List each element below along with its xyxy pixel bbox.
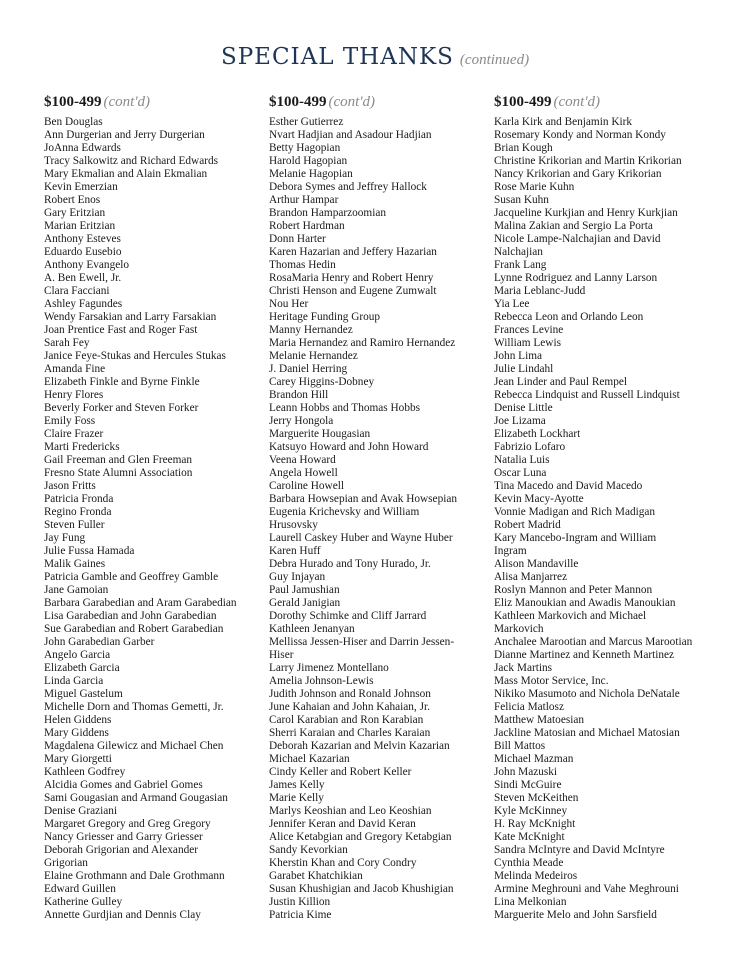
donor-name: Gary Eritzian bbox=[44, 207, 106, 219]
donor-name: Lina Melkonian bbox=[494, 896, 567, 908]
donor-name: Nancy Krikorian and Gary Krikorian bbox=[494, 168, 662, 180]
donor-name: Garabet Khatchikian bbox=[269, 870, 363, 882]
donor-name: Denise Little bbox=[494, 402, 553, 414]
column-1 bbox=[44, 92, 259, 922]
donor-name: Angela Howell bbox=[269, 467, 338, 479]
donor-name: Maria Hernandez and Ramiro Hernandez bbox=[269, 337, 456, 349]
donor-name: Nancy Griesser and Garry Griesser bbox=[44, 831, 203, 843]
donor-name: Veena Howard bbox=[269, 454, 336, 466]
donor-name: Linda Garcia bbox=[44, 675, 104, 687]
donor-list bbox=[494, 116, 709, 922]
donor-name: Kary Mancebo-Ingram and William bbox=[494, 532, 657, 544]
donor-name: Rosemary Kondy and Norman Kondy bbox=[494, 129, 666, 141]
donor-name: Ashley Fagundes bbox=[44, 298, 123, 310]
donor-name: J. Daniel Herring bbox=[269, 363, 348, 375]
donor-name: Jennifer Keran and David Keran bbox=[269, 818, 416, 830]
donor-name: Carey Higgins-Dobney bbox=[269, 376, 375, 388]
donor-name: Betty Hagopian bbox=[269, 142, 341, 154]
donor-name: A. Ben Ewell, Jr. bbox=[44, 272, 122, 284]
donor-name: Robert Madrid bbox=[494, 519, 561, 531]
donor-name: Anthony Esteves bbox=[44, 233, 121, 245]
donor-name: Robert Enos bbox=[44, 194, 101, 206]
donor-name: Nalchajian bbox=[494, 246, 543, 258]
title-sub: (continued) bbox=[459, 52, 530, 68]
donor-name: Sindi McGuire bbox=[494, 779, 562, 791]
donor-name: John Garabedian Garber bbox=[44, 636, 155, 648]
donor-name: Mellissa Jessen-Hiser and Darrin Jessen- bbox=[269, 636, 455, 648]
donor-name: JoAnna Edwards bbox=[44, 142, 121, 154]
donor-name: Eugenia Krichevsky and William bbox=[269, 506, 420, 518]
donor-name: Sandra McIntyre and David McIntyre bbox=[494, 844, 665, 856]
column-heading bbox=[44, 92, 259, 112]
donor-name: Brian Kough bbox=[494, 142, 553, 154]
donor-name: Jason Fritts bbox=[44, 480, 96, 492]
donor-name: Marguerite Hougasian bbox=[269, 428, 371, 440]
donor-name: Jerry Hongola bbox=[269, 415, 334, 427]
donor-name: Nikiko Masumoto and Nichola DeNatale bbox=[494, 688, 680, 700]
donor-name: Melanie Hagopian bbox=[269, 168, 353, 180]
donor-name: Regino Fronda bbox=[44, 506, 112, 518]
donor-name: Heritage Funding Group bbox=[269, 311, 381, 323]
donor-name: Alison Mandaville bbox=[494, 558, 579, 570]
donor-name: Alisa Manjarrez bbox=[494, 571, 568, 583]
donor-name: Armine Meghrouni and Vahe Meghrouni bbox=[494, 883, 679, 895]
column-heading bbox=[494, 92, 709, 112]
donor-name: Esther Gutierrez bbox=[269, 116, 344, 128]
donor-name: Jane Gamoian bbox=[44, 584, 109, 596]
donor-name: Guy Injayan bbox=[269, 571, 326, 583]
donor-name: Kathleen Godfrey bbox=[44, 766, 126, 778]
donor-name: Grigorian bbox=[44, 857, 88, 869]
donor-name: Mary Giddens bbox=[44, 727, 109, 739]
donor-name: Kevin Emerzian bbox=[44, 181, 118, 193]
donor-name: Amelia Johnson-Lewis bbox=[269, 675, 374, 687]
donor-name: John Lima bbox=[494, 350, 543, 362]
donor-name: Kevin Macy-Ayotte bbox=[494, 493, 584, 505]
donor-name: Julie Lindahl bbox=[494, 363, 554, 375]
donor-name: Marti Fredericks bbox=[44, 441, 120, 453]
donor-name: Magdalena Gilewicz and Michael Chen bbox=[44, 740, 224, 752]
donor-name: Patricia Fronda bbox=[44, 493, 114, 505]
donor-name: Mary Giorgetti bbox=[44, 753, 112, 765]
donor-name: Nicole Lampe-Nalchajian and David bbox=[494, 233, 661, 245]
donor-name: Melanie Hernandez bbox=[269, 350, 358, 362]
heading-amount: $100-499 bbox=[494, 94, 552, 110]
donor-name: Jay Fung bbox=[44, 532, 86, 544]
donor-name: RosaMaria Henry and Robert Henry bbox=[269, 272, 434, 284]
donor-name: Mass Motor Service, Inc. bbox=[494, 675, 609, 687]
donor-name: Barbara Howsepian and Avak Howsepian bbox=[269, 493, 458, 505]
donor-name: Ann Durgerian and Jerry Durgerian bbox=[44, 129, 205, 141]
donor-name: Elizabeth Lockhart bbox=[494, 428, 581, 440]
donor-name: Felicia Matlosz bbox=[494, 701, 564, 713]
donor-name: Anchalee Marootian and Marcus Marootian bbox=[494, 636, 693, 648]
donor-name: Carol Karabian and Ron Karabian bbox=[269, 714, 424, 726]
donor-name: William Lewis bbox=[494, 337, 561, 349]
donor-name: Steven McKeithen bbox=[494, 792, 579, 804]
donor-name: Karen Hazarian and Jeffery Hazarian bbox=[269, 246, 437, 258]
donor-name: June Kahaian and John Kahaian, Jr. bbox=[269, 701, 430, 713]
donor-name: Jack Martins bbox=[494, 662, 553, 674]
donor-name: Jackline Matosian and Michael Matosian bbox=[494, 727, 680, 739]
donor-name: Ben Douglas bbox=[44, 116, 103, 128]
donor-name: Christi Henson and Eugene Zumwalt bbox=[269, 285, 437, 297]
donor-name: Dianne Martinez and Kenneth Martinez bbox=[494, 649, 675, 661]
donor-name: Michael Mazman bbox=[494, 753, 574, 765]
donor-name: Bill Mattos bbox=[494, 740, 546, 752]
donor-name: Helen Giddens bbox=[44, 714, 112, 726]
donor-name: Paul Jamushian bbox=[269, 584, 340, 596]
donor-name: Manny Hernandez bbox=[269, 324, 353, 336]
donor-name: Debra Hurado and Tony Hurado, Jr. bbox=[269, 558, 431, 570]
donor-name: Edward Guillen bbox=[44, 883, 116, 895]
donor-name: Donn Harter bbox=[269, 233, 326, 245]
donor-name: Jean Linder and Paul Rempel bbox=[494, 376, 628, 388]
donor-name: Janice Feye-Stukas and Hercules Stukas bbox=[44, 350, 226, 362]
donor-name: Patricia Gamble and Geoffrey Gamble bbox=[44, 571, 219, 583]
donor-name: Debora Symes and Jeffrey Hallock bbox=[269, 181, 427, 193]
donor-name: Sherri Karaian and Charles Karaian bbox=[269, 727, 431, 739]
donor-name: Harold Hagopian bbox=[269, 155, 348, 167]
donor-name: Claire Frazer bbox=[44, 428, 104, 440]
donor-name: Katherine Gulley bbox=[44, 896, 123, 908]
donor-name: Steven Fuller bbox=[44, 519, 105, 531]
donor-name: Fresno State Alumni Association bbox=[44, 467, 193, 479]
donor-name: Laurell Caskey Huber and Wayne Huber bbox=[269, 532, 453, 544]
donor-name: Frank Lang bbox=[494, 259, 547, 271]
donor-name: Elizabeth Finkle and Byrne Finkle bbox=[44, 376, 200, 388]
donor-name: James Kelly bbox=[269, 779, 325, 791]
donor-name: Judith Johnson and Ronald Johnson bbox=[269, 688, 431, 700]
donor-name: Kyle McKinney bbox=[494, 805, 568, 817]
donor-name: Leann Hobbs and Thomas Hobbs bbox=[269, 402, 421, 414]
donor-name: Barbara Garabedian and Aram Garabedian bbox=[44, 597, 237, 609]
donor-name: Joan Prentice Fast and Roger Fast bbox=[44, 324, 198, 336]
donor-name: Susan Kuhn bbox=[494, 194, 549, 206]
donor-name: Marie Kelly bbox=[269, 792, 324, 804]
donor-name: Nou Her bbox=[269, 298, 309, 310]
donor-name: Rebecca Lindquist and Russell Lindquist bbox=[494, 389, 680, 401]
donor-name: Karla Kirk and Benjamin Kirk bbox=[494, 116, 633, 128]
donor-name: Hrusovsky bbox=[269, 519, 318, 531]
heading-cont: (cont'd) bbox=[553, 94, 601, 110]
donor-name: Amanda Fine bbox=[44, 363, 106, 375]
donor-name: Alice Ketabgian and Gregory Ketabgian bbox=[269, 831, 452, 843]
donor-name: Brandon Hill bbox=[269, 389, 329, 401]
donor-name: Malik Gaines bbox=[44, 558, 106, 570]
donor-name: Justin Killion bbox=[269, 896, 331, 908]
donor-list bbox=[44, 116, 259, 922]
donor-name: Marlys Keoshian and Leo Keoshian bbox=[269, 805, 432, 817]
donor-name: Lynne Rodriguez and Lanny Larson bbox=[494, 272, 658, 284]
donor-name: Beverly Forker and Steven Forker bbox=[44, 402, 199, 414]
donor-name: Miguel Gastelum bbox=[44, 688, 123, 700]
donor-name: Eduardo Eusebio bbox=[44, 246, 122, 258]
donor-name: Sami Gougasian and Armand Gougasian bbox=[44, 792, 228, 804]
donor-name: Larry Jimenez Montellano bbox=[269, 662, 389, 674]
heading-amount: $100-499 bbox=[44, 94, 102, 110]
heading-cont: (cont'd) bbox=[328, 94, 376, 110]
donor-name: Roslyn Mannon and Peter Mannon bbox=[494, 584, 653, 596]
donor-name: Angelo Garcia bbox=[44, 649, 111, 661]
donor-name: Cindy Keller and Robert Keller bbox=[269, 766, 412, 778]
donor-name: Hiser bbox=[269, 649, 294, 661]
donor-name: Mary Ekmalian and Alain Ekmalian bbox=[44, 168, 208, 180]
donor-name: Caroline Howell bbox=[269, 480, 344, 492]
donor-name: Melinda Medeiros bbox=[494, 870, 578, 882]
donor-name: Wendy Farsakian and Larry Farsakian bbox=[44, 311, 217, 323]
donor-name: Annette Gurdjian and Dennis Clay bbox=[44, 909, 201, 921]
donor-name: Deborah Grigorian and Alexander bbox=[44, 844, 199, 856]
donor-name: Julie Fussa Hamada bbox=[44, 545, 135, 557]
donor-name: Sarah Fey bbox=[44, 337, 90, 349]
donor-name: Clara Facciani bbox=[44, 285, 110, 297]
donor-name: H. Ray McKnight bbox=[494, 818, 576, 830]
donor-name: Yia Lee bbox=[494, 298, 530, 310]
donor-name: Karen Huff bbox=[269, 545, 321, 557]
donor-name: Oscar Luna bbox=[494, 467, 547, 479]
heading-cont: (cont'd) bbox=[103, 94, 151, 110]
donor-name: Elizabeth Garcia bbox=[44, 662, 120, 674]
title-main: SPECIAL THANKS bbox=[220, 44, 454, 70]
donor-name: Michelle Dorn and Thomas Gemetti, Jr. bbox=[44, 701, 224, 713]
donor-name: Fabrizio Lofaro bbox=[494, 441, 566, 453]
donor-name: Marguerite Melo and John Sarsfield bbox=[494, 909, 657, 921]
donor-name: Eliz Manoukian and Awadis Manoukian bbox=[494, 597, 676, 609]
donor-name: Henry Flores bbox=[44, 389, 104, 401]
heading-amount: $100-499 bbox=[269, 94, 327, 110]
donor-name: Frances Levine bbox=[494, 324, 564, 336]
column-heading bbox=[269, 92, 484, 112]
donor-name: Alcidia Gomes and Gabriel Gomes bbox=[44, 779, 203, 791]
donor-name: Arthur Hampar bbox=[269, 194, 339, 206]
donor-name: Deborah Kazarian and Melvin Kazarian bbox=[269, 740, 450, 752]
donor-name: Marian Eritzian bbox=[44, 220, 116, 232]
donor-name: Dorothy Schimke and Cliff Jarrard bbox=[269, 610, 427, 622]
donor-name: Markovich bbox=[494, 623, 544, 635]
donor-name: Jacqueline Kurkjian and Henry Kurkjian bbox=[494, 207, 678, 219]
donor-name: Malina Zakian and Sergio La Porta bbox=[494, 220, 653, 232]
donor-name: Robert Hardman bbox=[269, 220, 345, 232]
donor-name: Gerald Janigian bbox=[269, 597, 341, 609]
donor-name: Thomas Hedin bbox=[269, 259, 336, 271]
donor-name: Maria Leblanc-Judd bbox=[494, 285, 586, 297]
donor-name: Ingram bbox=[494, 545, 527, 557]
donor-name: Patricia Kime bbox=[269, 909, 332, 921]
donor-name: Gail Freeman and Glen Freeman bbox=[44, 454, 193, 466]
donor-name: Tracy Salkowitz and Richard Edwards bbox=[44, 155, 219, 167]
donor-name: Kate McKnight bbox=[494, 831, 565, 843]
column-2 bbox=[269, 92, 484, 922]
donor-name: Christine Krikorian and Martin Krikorian bbox=[494, 155, 682, 167]
donor-name: Elaine Grothmann and Dale Grothmann bbox=[44, 870, 225, 882]
donor-name: Kathleen Jenanyan bbox=[269, 623, 355, 635]
donor-name: Anthony Evangelo bbox=[44, 259, 130, 271]
donor-name: Margaret Gregory and Greg Gregory bbox=[44, 818, 211, 830]
donor-name: Sue Garabedian and Robert Garabedian bbox=[44, 623, 224, 635]
donor-name: Joe Lizama bbox=[494, 415, 546, 427]
donor-name: Susan Khushigian and Jacob Khushigian bbox=[269, 883, 454, 895]
donor-name: Rebecca Leon and Orlando Leon bbox=[494, 311, 644, 323]
donor-list bbox=[269, 116, 484, 922]
donor-name: Kathleen Markovich and Michael bbox=[494, 610, 647, 622]
donor-name: Kherstin Khan and Cory Condry bbox=[269, 857, 417, 869]
donor-name: Sandy Kevorkian bbox=[269, 844, 348, 856]
donor-name: Nvart Hadjian and Asadour Hadjian bbox=[269, 129, 432, 141]
column-3 bbox=[494, 92, 709, 922]
donor-name: Matthew Matoesian bbox=[494, 714, 585, 726]
donor-name: Natalia Luis bbox=[494, 454, 550, 466]
donor-name: John Mazuski bbox=[494, 766, 558, 778]
donor-name: Emily Foss bbox=[44, 415, 96, 427]
donor-name: Rose Marie Kuhn bbox=[494, 181, 575, 193]
donor-name: Katsuyo Howard and John Howard bbox=[269, 441, 429, 453]
donor-name: Denise Graziani bbox=[44, 805, 118, 817]
donor-name: Vonnie Madigan and Rich Madigan bbox=[494, 506, 656, 518]
donor-name: Cynthia Meade bbox=[494, 857, 564, 869]
donor-name: Tina Macedo and David Macedo bbox=[494, 480, 643, 492]
donor-name: Brandon Hamparzoomian bbox=[269, 207, 387, 219]
donor-name: Michael Kazarian bbox=[269, 753, 350, 765]
page-title bbox=[0, 44, 750, 70]
donor-name: Lisa Garabedian and John Garabedian bbox=[44, 610, 217, 622]
